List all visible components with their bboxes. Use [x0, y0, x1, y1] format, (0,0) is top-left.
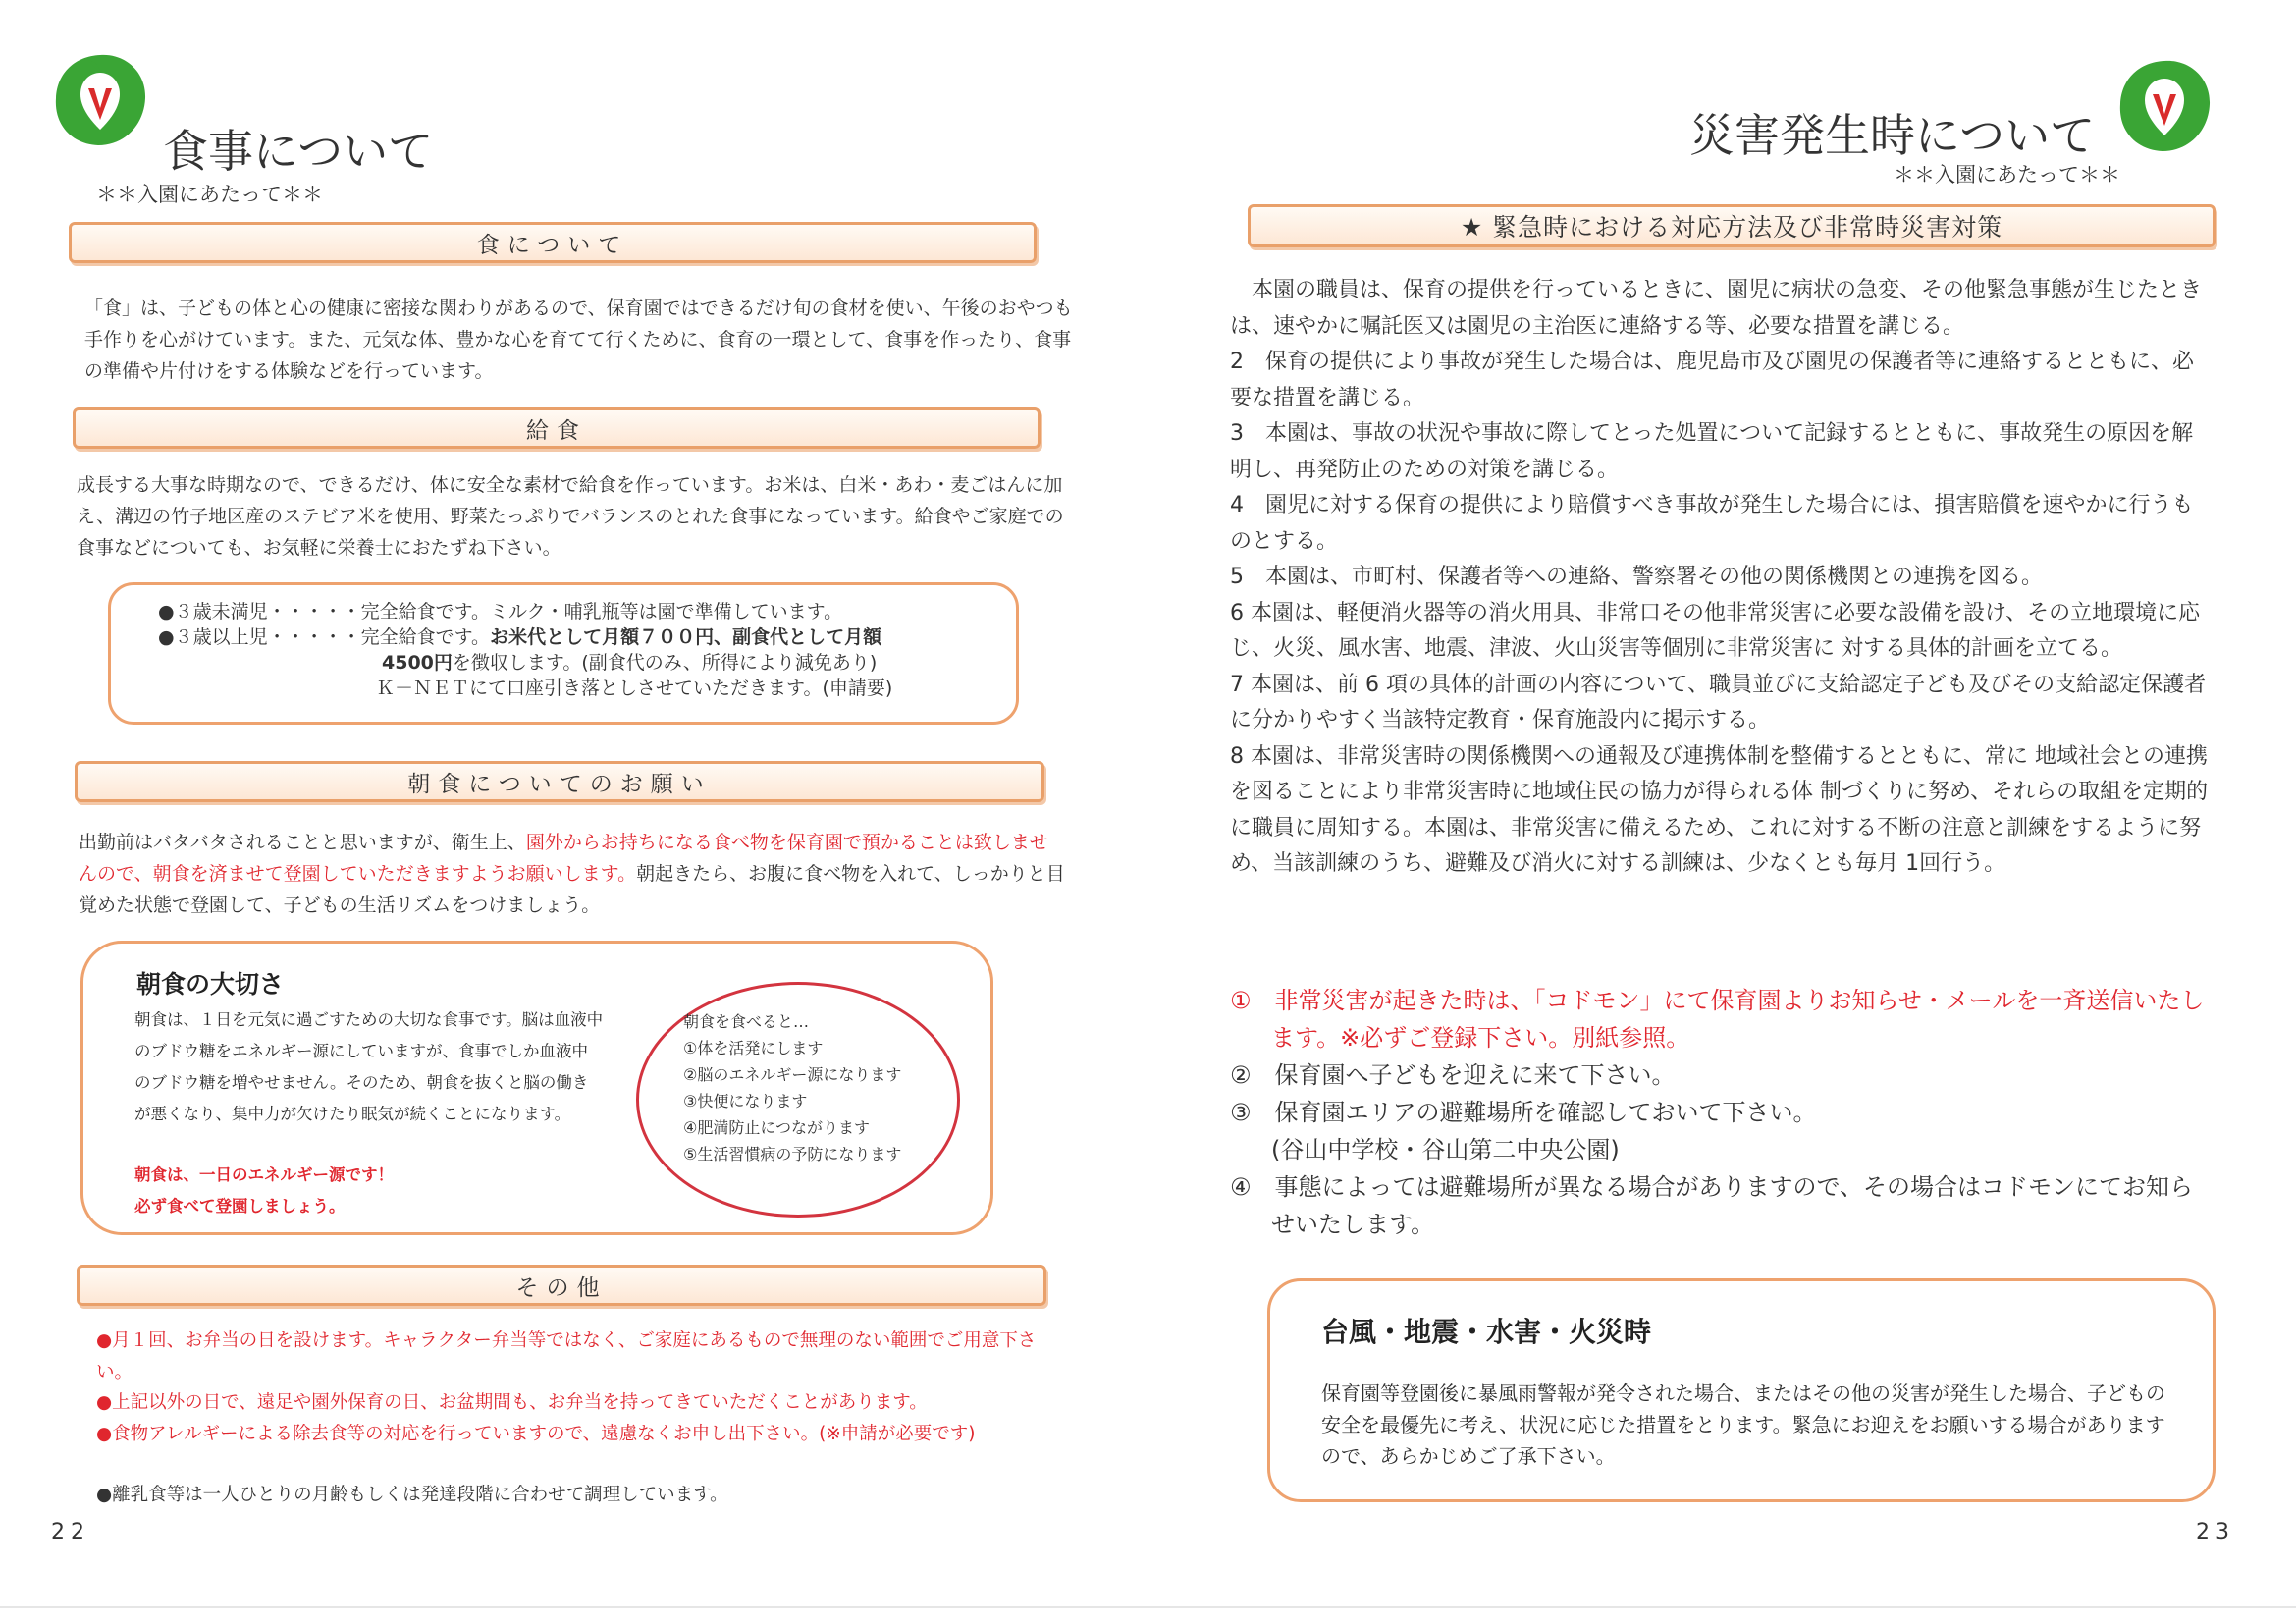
kyushoku-line-knet: Ｋ－ＮＥＴにて口座引き落としさせていただきます。(申請要): [376, 677, 893, 699]
nursery-leaf-logo-icon: [51, 51, 149, 149]
section-heading-sonota: その他: [77, 1265, 1046, 1306]
disaster-info-box: [1267, 1278, 2216, 1502]
choshoku-text-outro: 朝起きたら、お腹に食べ物を入れて、しっかりと目覚めた状態で登園して、子どもの生活リズムをつけましょう。: [79, 863, 1065, 916]
kyushoku-line-over3: [158, 624, 892, 650]
section-heading-emergency: ★ 緊急時における対応方法及び非常時災害対策: [1248, 204, 2216, 247]
section-heading-kyushoku: 給食: [73, 407, 1041, 449]
section-heading-shoku: 食について: [69, 222, 1037, 263]
action-item-evacuation: ③ 保育園エリアの避難場所を確認しておいて下さい。: [1230, 1099, 1817, 1126]
sonota-item: ●食物アレルギーによる除去食等の対応を行っていますので、遠慮なくお申し出下さい。(※申請が必要です): [96, 1423, 976, 1444]
emergency-paragraph: 7 本園は、前 6 項の具体的計画の内容について、職員並びに支給認定子ども及びその支給認定保護者に分かりやすく当該特定教育・保育施設内に掲示する。: [1230, 672, 2207, 732]
section-heading-choshoku: 朝食についてのお願い: [75, 761, 1044, 802]
sonota-list: [96, 1326, 1058, 1449]
choshoku-box-red-line2: 必ず食べて登園しましょう。: [134, 1197, 346, 1216]
benefit-item: ②脳のエネルギー源になります: [683, 1065, 902, 1084]
page-title: 食事について: [163, 125, 434, 178]
action-item-pickup: ② 保育園へ子どもを迎えに来て下さい。: [1230, 1061, 1676, 1089]
emergency-paragraph: 本園の職員は、保育の提供を行っているときに、園児に病状の急変、その他緊急事態が生じたときは、速やかに嘱託医又は園児の主治医に連絡する等、必要な措置を講じる。: [1230, 278, 2203, 339]
choshoku-text-intro: 出勤前はバタバタされることと思いますが、衛生上、: [79, 832, 526, 853]
sonota-item: ●上記以外の日で、遠足や園外保育の日、お盆期間も、お弁当を持ってきていただくことがあります。: [96, 1392, 928, 1413]
kyushoku-line-fee: [158, 650, 892, 676]
kyushoku-over3-label: ●３歳以上児・・・・・完全給食です。: [158, 626, 491, 648]
benefit-item: ①体を活発にします: [683, 1039, 824, 1057]
choshoku-benefits-list: [683, 1035, 901, 1167]
page-number-left: 22: [51, 1520, 90, 1544]
emergency-paragraphs: [1230, 273, 2212, 883]
disaster-box-text: 保育園等登園後に暴風雨警報が発令された場合、またはその他の災害が発生した場合、子どもの安全を最優先に考え、状況に応じた措置をとります。緊急にお迎えをお願いする場合がありますので、あらかじめご了承下さい。: [1321, 1381, 2165, 1468]
disaster-box-title: 台風・地震・水害・火災時: [1321, 1316, 1652, 1348]
right-page: [1148, 0, 2296, 1624]
emergency-paragraph: 6 本園は、軽便消火器等の消火用具、非常口その他非常災害に必要な設備を設け、その立地環境に応じ、火災、風水害、地震、津波、火山災害等個別に非常災害に 対する具体的計画を立てる。: [1230, 600, 2201, 661]
choshoku-text-warning: 園外からお持ちになる食べ物を保育園で預かることは致しませんので、朝食を済ませて登園していただきますようお願いします。: [79, 832, 1048, 885]
nursery-leaf-logo-icon: [2115, 57, 2214, 155]
kyushoku-line-under3: ●３歳未満児・・・・・完全給食です。ミルク・哺乳瓶等は園で準備しています。: [158, 601, 843, 623]
action-item-site-change: ④ 事態によっては避難場所が異なる場合がありますので、その場合はコドモンにてお知らせいたします。: [1230, 1173, 2194, 1238]
choshoku-box-title: 朝食の大切さ: [136, 970, 285, 999]
action-item-evacuation-sites: (谷山中学校・谷山第二中央公園): [1271, 1136, 1620, 1164]
choshoku-benefits-ellipse: [636, 982, 960, 1218]
choshoku-benefits-title: 朝食を食べると…: [683, 1012, 810, 1031]
emergency-paragraph: 4 園児に対する保育の提供により賠償すべき事故が発生した場合には、損害賠償を速やかに行うものとする。: [1230, 493, 2194, 554]
emergency-paragraph: 2 保育の提供により事故が発生した場合は、鹿児島市及び園児の保護者等に連絡するとともに、必要な措置を講じる。: [1230, 350, 2195, 410]
kyushoku-fee-amount: 4500円: [382, 652, 453, 674]
kyushoku-fee-note: を徴収します。(副食代のみ、所得により減免あり): [452, 652, 878, 674]
choshoku-box-red-line1: 朝食は、一日のエネルギー源です！: [134, 1165, 394, 1184]
page-subtitle: ＊＊入園にあたって＊＊: [1894, 163, 2120, 187]
kyushoku-fee-text: お米代として月額７００円、副食代として月額: [490, 626, 882, 648]
emergency-paragraph: 3 本園は、事故の状況や事故に際してとった処置について記録するとともに、事故発生の原因を解明し、再発防止のための対策を講じる。: [1230, 421, 2194, 482]
kyushoku-info-box: [108, 582, 1019, 725]
shoku-text: 「食」は、子どもの体と心の健康に密接な関わりがあるので、保育園ではできるだけ旬の食材を使い、午後のおやつも手作りを心がけています。また、元気な体、豊かな心を育てて行くために、食育の一環として、食事を作ったり、食事の準備や片付けをする体験などを行っています。: [84, 298, 1073, 382]
benefit-item: ④肥満防止につながります: [683, 1118, 871, 1137]
action-item-kodomon: ① 非常災害が起きた時は、「コドモン」にて保育園よりお知らせ・メールを一斉送信いたします。※必ずご登録下さい。別紙参照。: [1230, 987, 2205, 1052]
emergency-action-list: [1230, 982, 2212, 1243]
benefit-item: ⑤生活習慣病の予防になります: [683, 1145, 902, 1164]
sonota-item: ●月１回、お弁当の日を設けます。キャラクター弁当等ではなく、ご家庭にあるもので無理のない範囲でご用意下さい。: [96, 1330, 1037, 1382]
page-number-right: 23: [2196, 1520, 2235, 1544]
page-subtitle: ＊＊入園にあたって＊＊: [96, 183, 323, 206]
sonota-item-last: ●離乳食等は一人ひとりの月齢もしくは発達段階に合わせて調理しています。: [96, 1485, 728, 1505]
benefit-item: ③快便になります: [683, 1092, 808, 1110]
page-title: 災害発生時について: [1689, 109, 2096, 162]
choshoku-box-text: 朝食は、１日を元気に過ごすための大切な食事です。脳は血液中のブドウ糖をエネルギー源にしていますが、食事でしか血液中のブドウ糖を増やせません。そのため、朝食を抜くと脳の働きが悪くなり、集中力が欠けたり眠気が続くことになります。: [134, 1010, 604, 1123]
emergency-paragraph: 8 本園は、非常災害時の関係機関への通報及び連携体制を整備するとともに、常に 地域社会との連携を図ることにより非常災害時に地域住民の協力が得られる体 制づくりに努め、それらの取組を定期的に職員に周知する。本園は、非常災害に備えるため、これに対する不断の注意と訓練をするように努め、当該訓練のうち、避難及び消火に対する訓練は、少なくとも毎月 1回行う。: [1230, 743, 2209, 876]
choshoku-text: [79, 827, 1065, 921]
kyushoku-text: 成長する大事な時期なので、できるだけ、体に安全な素材で給食を作っています。お米は、白米・あわ・麦ごはんに加え、溝辺の竹子地区産のステビア米を使用、野菜たっぷりでバランスのとれた食事になっています。給食やご家庭での食事などについても、お気軽に栄養士におたずね下さい。: [77, 474, 1064, 559]
emergency-paragraph: 5 本園は、市町村、保護者等への連絡、警察署その他の関係機関との連携を図る。: [1230, 565, 2043, 589]
